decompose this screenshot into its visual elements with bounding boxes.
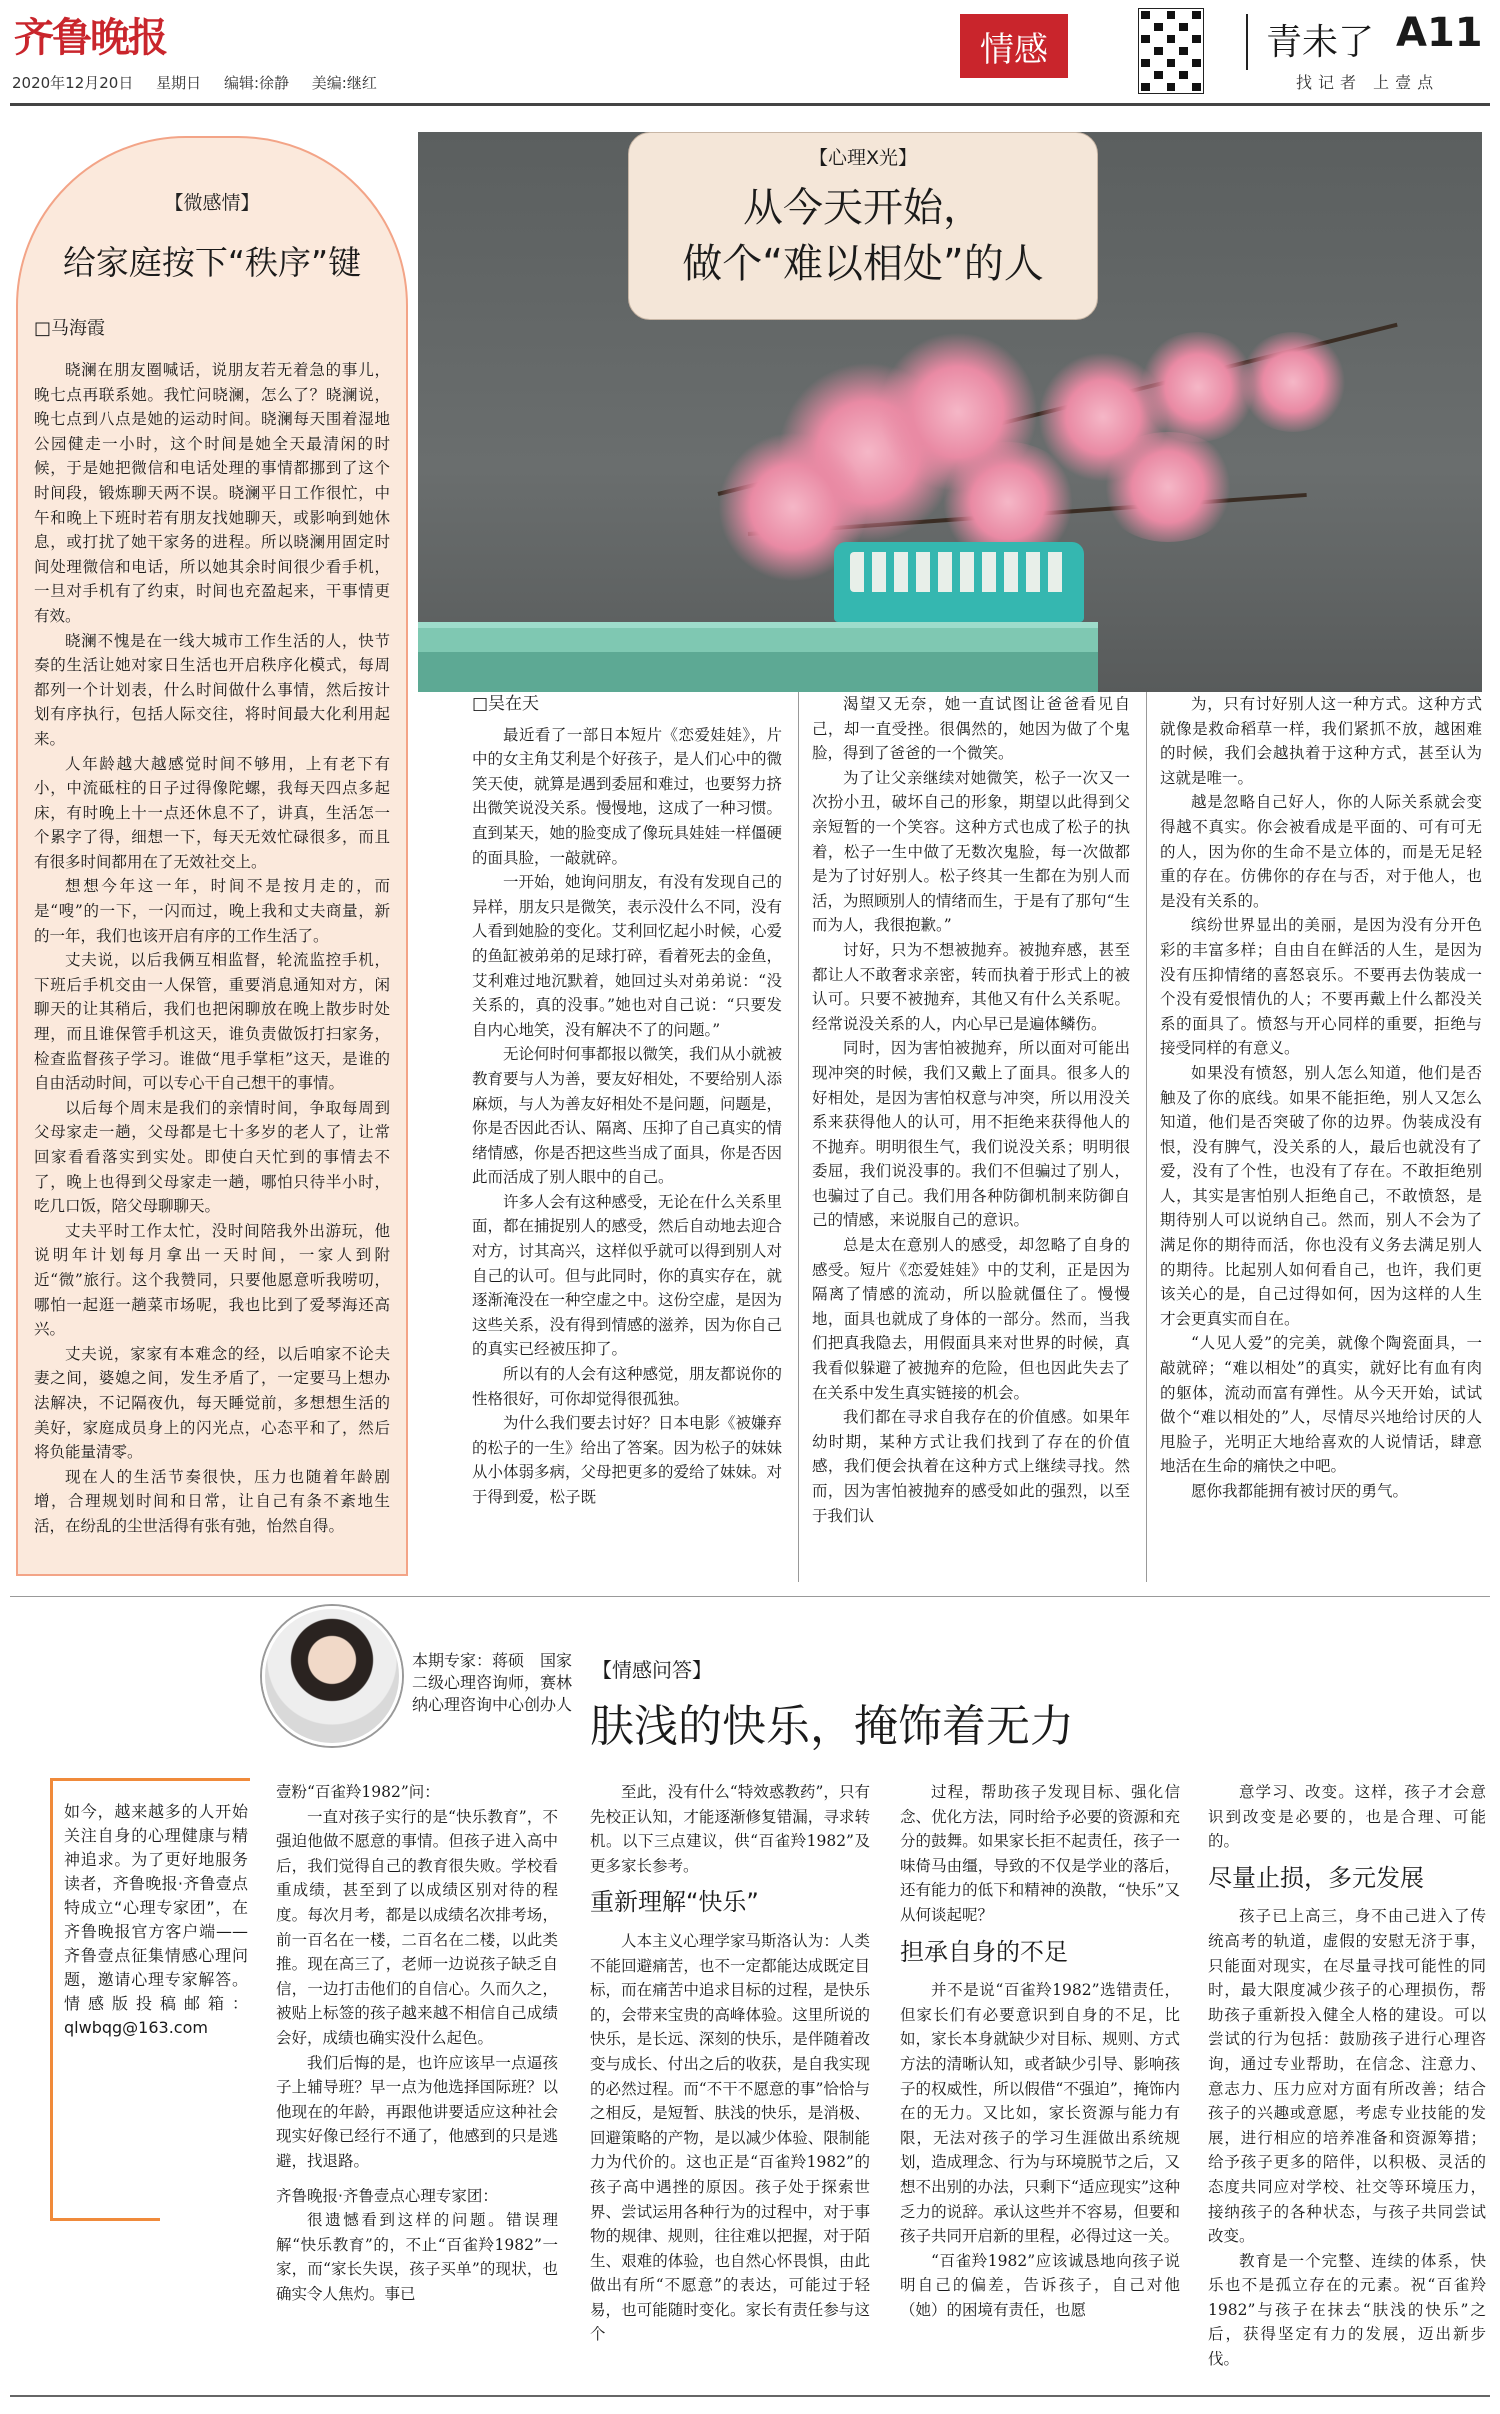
answer: 孩子已上高三，身不由己进入了传统高考的轨道，虚假的安慰无济于事，只能面对现实，在尽量寻找可能性的同时，最大限度减少孩子的心理损伤，帮助孩子重新投入健全人格的建设。可以尝试的行为包括：鼓励孩子进行心理咨询，通过专业帮助，在信念、注意力、意志力、压力应对方面有所改善；结合孩子的兴趣或意愿，考虑专业技能的发展，进行相应的培养准备和资源筹措；给予孩子更多的陪伴，以积极、灵活的态度共同应对学校、社交等环境压力，接纳孩子的各种状态，与孩子共同尝试改变。 <box>1208 1907 1486 2246</box>
qa-col-3 <box>900 1780 1180 2392</box>
expert-avatar <box>262 1606 402 1746</box>
feature-col-1 <box>472 692 782 1582</box>
notice-border <box>50 2218 160 2221</box>
subheading: 担承自身的不足 <box>900 1937 1068 1966</box>
paragraph: 最近看了一部日本短片《恋爱娃娃》，片中的女主角艾利是个好孩子，是人们心中的微笑天使，就算是遇到委屈和难过，也要努力挤出微笑说没关系。慢慢地，这成了一种习惯。直到某天，她的脸变成了像玩具娃娃一样僵硬的面具脸，一敲就碎。 <box>472 725 782 867</box>
paragraph: 愿你我都能拥有被讨厌的勇气。 <box>1191 1482 1409 1500</box>
section-name: 青未了 <box>1266 22 1375 63</box>
paragraph: “人见人爱”的完美，就像个陶瓷面具，一敲就碎；“难以相处”的真实，就好比有血有肉的躯体，流动而富有弹性。从今天开始，试试做个“难以相处的”人，尽情尽兴地给讨厌的人甩脸子，光明正大地给喜欢的人说情话，肆意地活在生命的痛快之中吧。 <box>1160 1334 1482 1476</box>
answer: 意学习、改变。这样，孩子才会意识到改变是必要的，也是合理、可能的。 <box>1208 1783 1486 1851</box>
feature-title <box>629 180 1097 292</box>
contact-slogan: 找记者 上壹点 <box>1296 73 1440 92</box>
left-article <box>16 136 408 1576</box>
paragraph: 所以有的人会有这种感觉，朋友都说你的性格很好，可你却觉得很孤独。 <box>472 1365 782 1408</box>
question: 一直对孩子实行的是“快乐教育”，不强迫他做不愿意的事情。但孩子进入高中后，我们觉得自己的教育很失败。学校看重成绩，甚至到了以成绩区别对待的程度。每次月考，都是以成绩名次排考场，前一百名在一楼，二百名在二楼，以此类推。现在高三了，老师一边说孩子缺乏自信，一边打击他们的自信心。久而久之，被贴上标签的孩子越来越不相信自己成绩会好，成绩也确实没什么起色。 <box>276 1807 558 2047</box>
paragraph: 许多人会有这种感受，无论在什么关系里面，都在捕捉别人的感受，然后自动地去迎合对方，讨其高兴，这样似乎就可以得到别人对自己的认可。但与此同时，你的真实存在，就逐渐淹没在一种空虚之中。这份空虚，是因为这些关系，没有得到情感的滋养，因为你自己的真实已经被压抑了。 <box>472 1192 782 1359</box>
page-box <box>1216 8 1496 100</box>
editor: 编辑:徐静 <box>223 74 289 92</box>
notice-border <box>50 1778 250 1781</box>
expert-intro: 本期专家：蒋硕 国家二级心理咨询师，赛林纳心理咨询中心创办人 <box>412 1651 573 1714</box>
qa-label: 【情感问答】 <box>592 1658 712 1682</box>
header-rule <box>10 103 1490 106</box>
paragraph: 越是忽略自己好人，你的人际关系就会变得越不真实。你会被看成是平面的、可有可无的人，因为你的生命不是立体的，而是无足轻重的存在。仿佛你的存在与否，对于他人，也是没有关系的。 <box>1160 793 1482 910</box>
paragraph: 人年龄越大越感觉时间不够用，上有老下有小，中流砥柱的日子过得像陀螺，我每天四点多起床，有时晚上十一点还休息不了，讲真，生活怎一个累字了得，细想一下，每天无效忙碌很多，而且有很多时间都用在了无效社交上。 <box>34 754 390 871</box>
paragraph: 丈夫平时工作太忙，没时间陪我外出游玩，他说明年计划每月拿出一天时间，一家人到附近“微”旅行。这个我赞同，只要他愿意听我唠叨，哪怕一起逛一趟菜市场呢，我也比到了爱琴海还高兴。 <box>34 1221 390 1339</box>
paragraph: 晓澜不愧是在一线大城市工作生活的人，快节奏的生活让她对家日生活也开启秩序化模式，每周都列一个计划表，什么时间做什么事情，然后按计划有序执行，包括人际交往，将时间最大化利用起来。 <box>34 631 390 748</box>
feature-author: □吴在天 <box>472 694 540 714</box>
answer: 过程，帮助孩子发现目标、强化信念、优化方法，同时给予必要的资源和充分的鼓舞。如果家长拒不起责任，孩子一味倚马由缰，导致的不仅是学业的落后，还有能力的低下和精神的涣散，“快乐”又从何谈起呢？ <box>900 1783 1180 1924</box>
answer: 很遗憾看到这样的问题。错误理解“快乐教育”的，不止“百雀羚1982”一家，而“家长失误，孩子买单”的现状，也确实令人焦灼。事已 <box>276 2211 558 2303</box>
paragraph: 渴望又无奈，她一直试图让爸爸看见自己，却一直受挫。很偶然的，她因为做了个鬼脸，得到了爸爸的一个微笑。 <box>812 695 1130 763</box>
section-rule <box>10 1596 1490 1597</box>
divider <box>1246 14 1248 70</box>
answer: 人本主义心理学家马斯洛认为：人类不能回避痛苦，也不一定都能达成既定目标，而在痛苦中追求目标的过程，是快乐的，会带来宝贵的高峰体验。这里所说的快乐，是长远、深刻的快乐，是伴随着改变与成长、付出之后的收获，是自我实现的必然过程。而“不干不愿意的事”恰恰与之相反，是短暂、肤浅的快乐，是消极、回避策略的产物，是以减少体验、限制能力为代价的。这也正是“百雀羚1982”的孩子高中遇挫的原因。孩子处于探索世界、尝试运用各种行为的过程中，对于事物的规律、规则，往往难以把握，对于陌生、艰难的体验，也自然心怀畏惧，由此做出有所“不愿意”的表达，可能过于轻易，也可能随时变化。家长有责任参与这个 <box>590 1931 870 2344</box>
feature-col-3 <box>1160 692 1482 1582</box>
notice-text: 如今，越来越多的人开始关注自身的心理健康与精神追求。为了更好地服务读者，齐鲁晚报·齐鲁壹点特成立“心理专家团”，在齐鲁晚报官方客户端——齐鲁壹点征集情感心理问题，邀请心理专家解答。情感版投稿邮箱：qlwbqg@163.com <box>64 1802 248 2037</box>
notice-border <box>50 1778 53 2218</box>
qa-title: 肤浅的快乐，掩饰着无力 <box>590 1701 1074 1752</box>
page-number: A11 <box>1396 10 1483 56</box>
article-label: 【微感情】 <box>164 192 260 214</box>
paragraph: 我们都在寻求自我存在的价值感。如果年幼时期，某种方式让我们找到了存在的价值感，我们便会执着在这种方式上继续寻找。然而，因为害怕被抛弃的感受如此的强烈，以至于我们认 <box>812 1408 1130 1525</box>
paragraph: 丈夫说，家家有本难念的经，以后咱家不论夫妻之间，婆媳之间，发生矛盾了，一定要马上想办法解决，不记隔夜仇，每天睡觉前，多想想生活的美好，家庭成员身上的闪光点，心态平和了，然后将负能量清零。 <box>34 1344 390 1462</box>
issue-weekday: 星期日 <box>156 74 202 92</box>
answer-from: 齐鲁晚报·齐鲁壹点心理专家团： <box>276 2186 498 2205</box>
column-divider <box>1146 692 1147 1582</box>
footer-rule <box>10 2395 1490 2397</box>
subheading: 尽量止损，多元发展 <box>1208 1863 1424 1892</box>
answer: 至此，没有什么“特效惑教药”，只有先校正认知，才能逐渐修复错漏，寻求转机。以下三点建议，供“百雀羚1982”及更多家长参考。 <box>590 1783 870 1875</box>
feature-label: 【心理X光】 <box>808 147 918 169</box>
title-line-1: 从今天开始， <box>743 185 983 231</box>
feature-col-2 <box>812 692 1130 1582</box>
section-tag: 情感 <box>960 14 1068 78</box>
blossom <box>1238 332 1348 432</box>
paragraph: 总是太在意别人的感受，却忽略了自身的感受。短片《恋爱娃娃》中的艾利，正是因为隔离了情感的流动，所以脸就僵住了。慢慢地，面具也就成了身体的一部分。然而，当我们把真我隐去，用假面具来对世界的时候，真我看似躲避了被抛弃的危险，但也因此失去了在关系中发生真实链接的机会。 <box>812 1236 1130 1402</box>
paragraph: 为，只有讨好别人这一种方式。这种方式就像是救命稻草一样，我们紧抓不放，越困难的时候，我们会越执着于这种方式，甚至认为这就是唯一。 <box>1160 695 1482 787</box>
issue-date: 2020年12月20日 <box>12 74 134 92</box>
qa-col-1 <box>276 1780 558 2392</box>
paragraph: 晓澜在朋友圈喊话，说朋友若无着急的事儿，晚七点再联系她。我忙问晓澜，怎么了？晓澜说，晚七点到八点是她的运动时间。晓澜每天围着湿地公园健走一小时，这个时间是她全天最清闲的时候，于是她把微信和电话处理的事情都挪到了这个时间段，锻炼聊天两不误。晓澜平日工作很忙，中午和晚上下班时若有朋友找她聊天，或影响到她休息，或打扰了她干家务的进程。所以晓澜用固定时间处理微信和电话，所以她其余时间很少看手机，一旦对手机有了约束，时间也充盈起来，干事情更有效。 <box>34 361 390 625</box>
qr-code-icon <box>1138 8 1204 94</box>
paragraph: 现在人的生活节奏很快，压力也随着年龄剧增，合理规划时间和日常，让自己有条不紊地生活，在纷乱的尘世活得有张有弛，怡然自得。 <box>34 1467 390 1535</box>
paragraph: 无论何时何事都报以微笑，我们从小就被教育要与人为善，要友好相处，不要给别人添麻烦，与人为善友好相处不是问题，问题是，你是否因此否认、隔离、压抑了自己真实的情绪情感，你是否把这些当成了面具，你是否因此而活成了别人眼中的自己。 <box>472 1045 782 1187</box>
table-body <box>418 652 1098 692</box>
question: 我们后悔的是，也许应该早一点逼孩子上辅导班？早一点为他选择国际班？以他现在的年龄，再跟他讲要适应这种社会现实好像已经行不通了，他感到的只是逃避，找退路。 <box>276 2053 558 2170</box>
paragraph: 如果没有愤怒，别人怎么知道，他们是否触及了你的底线。如果不能拒绝，别人又怎么知道，他们是否突破了你的边界。伪装成没有恨，没有脾气，没关系的人，最后也就没有了爱，没有了个性，也没有了存在。不敢拒绝别人，其实是害怕别人拒绝自己，不敢愤怒，是期待别人可以说纳自己。然而，别人不会为了满足你的期待而活，你也没有义务去满足别人的期待。比起别人如何看自己，也许，我们更该关心的是，自己过得如何，因为这样的人生才会更真实而自在。 <box>1160 1063 1482 1328</box>
answer: 并不是说“百雀羚1982”选错责任，但家长们有必要意识到自身的不足，比如，家长本身就缺少对目标、规则、方式方法的清晰认知，或者缺少引导、影响孩子的权威性，所以假借“不强迫”，掩饰内在的无力。又比如，家长资源与能力有限，无法对孩子的学习生涯做出系统规划，造成理念、行为与环境脱节之后，又想不出别的办法，只剩下“适应现实”这种乏力的说辞。承认这些并不容易，但要和孩子共同开启新的里程，必得过这一关。 <box>900 1981 1180 2246</box>
subheading: 重新理解“快乐” <box>590 1888 759 1917</box>
qa-col-2 <box>590 1780 870 2392</box>
question-intro: 壹粉“百雀羚1982”问： <box>276 1783 440 1801</box>
paragraph: 为什么我们要去讨好？日本电影《被嫌弃的松子的一生》给出了答案。因为松子的妹妹从小体弱多病，父母把更多的爱给了妹妹。对于得到爱，松子既 <box>472 1414 782 1506</box>
article-body <box>34 358 390 1539</box>
typewriter <box>834 542 1084 622</box>
column-divider <box>798 692 799 1582</box>
answer: “百雀羚1982”应该诚恳地向孩子说明自己的偏差，告诉孩子，自己对他（她）的困境有责任，也愿 <box>900 2251 1180 2319</box>
article-author: □马海霞 <box>34 318 106 339</box>
paragraph: 讨好，只为不想被抛弃。被抛弃感，甚至都让人不敢奢求亲密，转而执着于形式上的被认可。只要不被抛弃，其他又有什么关系呢。经常说没关系的人，内心早已是遍体鳞伤。 <box>812 940 1130 1033</box>
paragraph: 丈夫说，以后我俩互相监督，轮流监控手机，下班后手机交由一人保管，重要消息通知对方，闲聊天的让其稍后，我们也把闲聊放在晚上散步时处理，而且谁保管手机这天，谁负责做饭打扫家务，检查监督孩子学习。谁做“甩手掌柜”这天，是谁的自由活动时间，可以专心干自己想干的事情。 <box>34 951 390 1093</box>
header-info <box>12 72 395 93</box>
paragraph: 想想今年这一年，时间不是按月走的，而是“嗖”的一下，一闪而过，晚上我和丈夫商量，新的一年，我们也该开启有序的工作生活了。 <box>34 877 390 945</box>
paragraph: 同时，因为害怕被抛弃，所以面对可能出现冲突的时候，我们又戴上了面具。很多人的好相处，是因为害怕权意与冲突，所以用没关系来获得他人的认可，用不拒绝来获得他人的不抛弃。明明很生气，我们说没关系；明明很委屈，我们说没事的。我们不但骗过了别人，也骗过了自己。我们用各种防御机制来防御自己的情感，来说服自己的意识。 <box>812 1039 1130 1230</box>
designer: 美编:继红 <box>311 74 377 92</box>
answer: 教育是一个完整、连续的体系，快乐也不是孤立存在的元素。祝“百雀羚1982”与孩子在抹去“肤浅的快乐”之后，获得坚定有力的发展，迈出新步伐。 <box>1208 2251 1486 2369</box>
paragraph: 缤纷世界显出的美丽，是因为没有分开色彩的丰富多样；自由自在鲜活的人生，是因为没有压抑情绪的喜怒哀乐。不要再去伪装成一个没有爱恨情仇的人；不要再戴上什么都没关系的面具了。愤怒与开心同样的重要，拒绝与接受同样的有意义。 <box>1160 916 1482 1058</box>
feature-photo <box>418 132 1482 692</box>
paragraph: 以后每个周末是我们的亲情时间，争取每周到父母家走一趟，父母都是七十多岁的老人了，让常回家看看落实到实处。即使白天忙到的事情去不了，晚上也得到父母家走一趟，哪怕只待半小时，吃几口饭，陪父母聊聊天。 <box>34 1098 390 1216</box>
blossom <box>1098 432 1238 542</box>
title-line-2: 做个“难以相处”的人 <box>682 241 1044 287</box>
paragraph: 一开始，她询问朋友，有没有发现自己的异样，朋友只是微笑，表示没什么不同，没有人看到她脸的变化。艾利回忆起小时候，心爱的鱼缸被弟弟的足球打碎，看着死去的金鱼，艾利难过地沉默着，她回过头对弟弟说：“没关系的，真的没事。”她也对自己说：“只要发自内心地笑，没有解决不了的问题。” <box>472 873 782 1039</box>
article-title: 给家庭按下“秩序”键 <box>62 243 362 282</box>
qa-col-4 <box>1208 1780 1486 2392</box>
masthead-logo: 齐鲁晚报 <box>14 14 166 61</box>
paragraph: 为了让父亲继续对她微笑，松子一次又一次扮小丑，破坏自己的形象，期望以此得到父亲短暂的一个笑容。这种方式也成了松子的执着，松子一生中做了无数次鬼脸，每一次做都是为了讨好别人。松子终其一生都在为别人而活，为照顾别人的情绪而生，于是有了那句“生而为人，我很抱歉。” <box>812 768 1130 935</box>
feature-title-box <box>628 132 1098 320</box>
